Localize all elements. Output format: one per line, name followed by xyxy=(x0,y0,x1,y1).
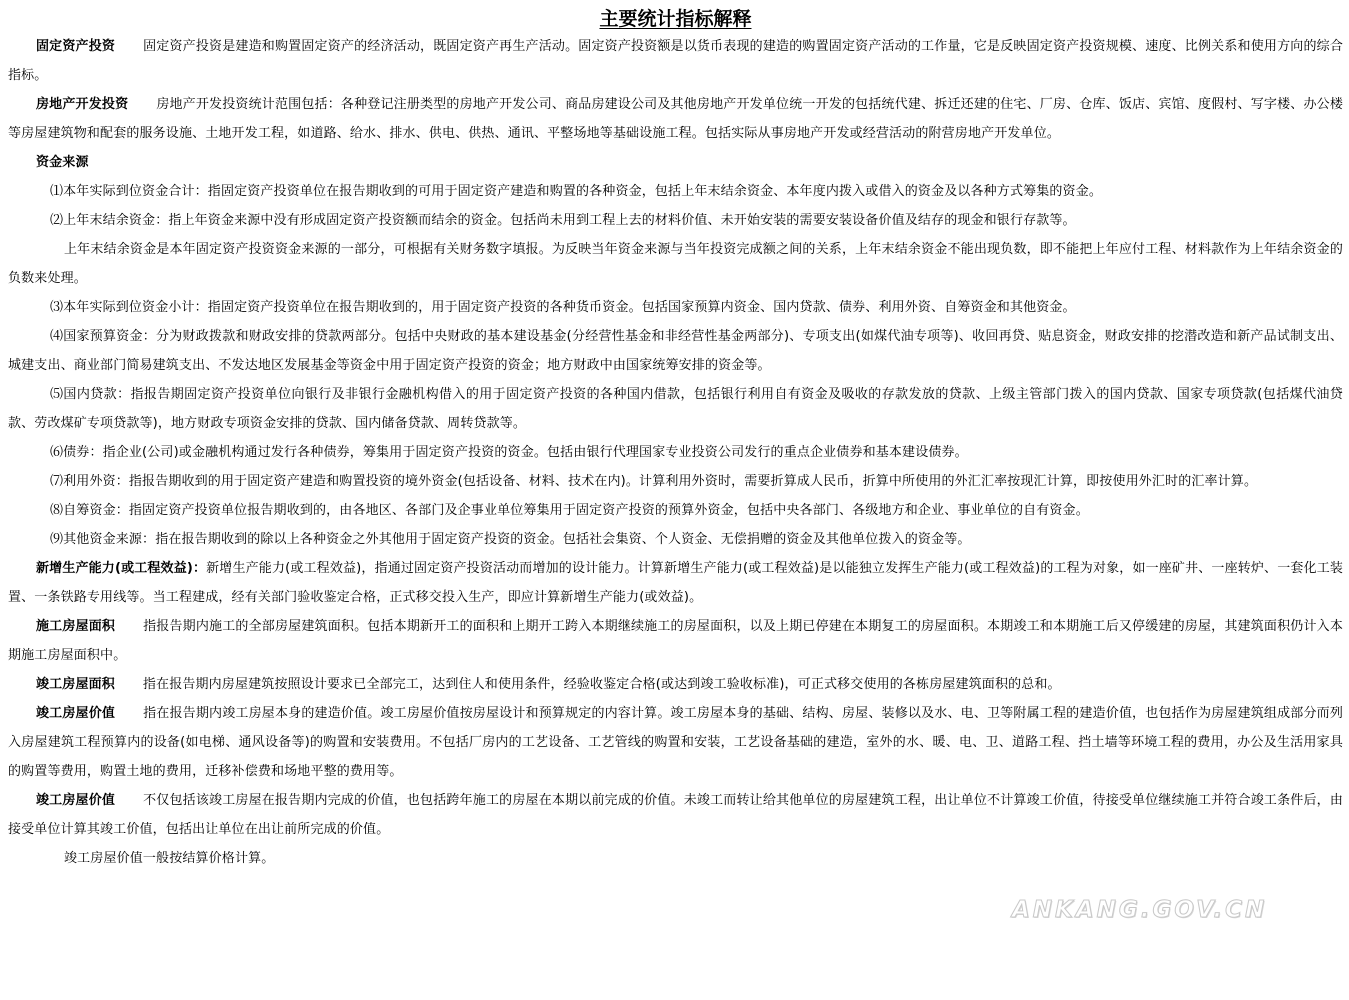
definition-construction-area: 指报告期内施工的全部房屋建筑面积。包括本期新开工的面积和上期开工跨入本期继续施工的房屋面积，以及上期已停建在本期复工的房屋面积。本期竣工和本期施工后又停缓建的房屋，其建筑面积仍计入本期施工房屋面积中。 xyxy=(8,619,1343,663)
term-real-estate-investment: 房地产开发投资 xyxy=(36,97,129,112)
paragraph-real-estate-investment xyxy=(8,90,1343,148)
funding-item-4: ⑷国家预算资金：分为财政拨款和财政安排的贷款两部分。包括中央财政的基本建设基金(分经营性基金和非经营性基金两部分)、专项支出(如煤代油专项等)、收回再贷、贴息资金，财政安排的挖潜改造和新产品试制支出、城建支出、商业部门简易建筑支出、不发达地区发展基金等资金中用于固定资产投资的资金；地方财政中由国家统筹安排的资金等。 xyxy=(8,329,1343,373)
page-title: 主要统计指标解释 xyxy=(599,8,752,30)
funding-item-3: ⑶本年实际到位资金小计：指固定资产投资单位在报告期收到的，用于固定资产投资的各种货币资金。包括国家预算内资金、国内贷款、债券、利用外资、自筹资金和其他资金。 xyxy=(50,300,1076,315)
paragraph-new-capacity xyxy=(8,554,1343,612)
paragraph-completed-value-scope xyxy=(8,786,1343,844)
funding-item-5: ⑸国内贷款：指报告期固定资产投资单位向银行及非银行金融机构借入的用于固定资产投资的各种国内借款，包括银行利用自有资金及吸收的存款发放的贷款、上级主管部门拨入的国内贷款、国家专项贷款(包括煤代油贷款、劳改煤矿专项贷款等)，地方财政专项资金安排的贷款、国内储备贷款、周转贷款等。 xyxy=(8,387,1343,431)
document-page xyxy=(8,6,1343,873)
paragraph-completed-value xyxy=(8,699,1343,786)
paragraph-fixed-asset-investment xyxy=(8,32,1343,90)
site-watermark: ANKANG.GOV.CN xyxy=(1012,897,1268,923)
definition-completed-value: 指在报告期内竣工房屋本身的建造价值。竣工房屋价值按房屋设计和预算规定的内容计算。竣工房屋本身的基础、结构、房屋、装修以及水、电、卫等附属工程的建造价值，也包括作为房屋建筑组成部分而列入房屋建筑工程预算内的设备(如电梯、通风设备等)的购置和安装费用。不包括厂房内的工艺设备、工艺管线的购置和安装，工艺设备基础的建造，室外的水、暖、电、卫、道路工程、挡土墙等环境工程的费用，办公及生活用家具的购置等费用，购置土地的费用，迁移补偿费和场地平整的费用等。 xyxy=(8,706,1343,779)
heading-funding-sources: 资金来源 xyxy=(36,155,89,170)
term-fixed-asset-investment: 固定资产投资 xyxy=(36,39,116,54)
funding-item-6: ⑹债券：指企业(公司)或金融机构通过发行各种债券，筹集用于固定资产投资的资金。包括由银行代理国家专业投资公司发行的重点企业债券和基本建设债券。 xyxy=(50,445,968,460)
term-completed-value: 竣工房屋价值 xyxy=(36,706,116,721)
paragraph-construction-area xyxy=(8,612,1343,670)
funding-item-1: ⑴本年实际到位资金合计：指固定资产投资单位在报告期收到的可用于固定资产建造和购置的各种资金，包括上年末结余资金、本年度内拨入或借入的资金及以各种方式筹集的资金。 xyxy=(50,184,1103,199)
definition-completed-area: 指在报告期内房屋建筑按照设计要求已全部完工，达到住人和使用条件，经验收鉴定合格(或达到竣工验收标准)，可正式移交使用的各栋房屋建筑面积的总和。 xyxy=(142,677,1061,692)
term-new-capacity: 新增生产能力(或工程效益)： xyxy=(36,561,207,576)
funding-item-7: ⑺利用外资：指报告期收到的用于固定资产建造和购置投资的境外资金(包括设备、材料、技术在内)。计算利用外资时，需要折算成人民币，折算中所使用的外汇汇率按现汇计算，即按使用外汇时的汇率计算。 xyxy=(50,474,1258,489)
funding-item-9: ⑼其他资金来源：指在报告期收到的除以上各种资金之外其他用于固定资产投资的资金。包括社会集资、个人资金、无偿捐赠的资金及其他单位拨入的资金等。 xyxy=(50,532,971,547)
closing-note: 竣工房屋价值一般按结算价格计算。 xyxy=(64,851,275,866)
term-construction-area: 施工房屋面积 xyxy=(36,619,116,634)
paragraph-completed-area xyxy=(8,670,1343,699)
term-completed-value-scope: 竣工房屋价值 xyxy=(36,793,116,808)
definition-completed-value-scope: 不仅包括该竣工房屋在报告期内完成的价值，也包括跨年施工的房屋在本期以前完成的价值。未竣工而转让给其他单位的房屋建筑工程，出让单位不计算竣工价值，待接受单位继续施工并符合竣工条件后，由接受单位计算其竣工价值，包括出让单位在出让前所完成的价值。 xyxy=(8,793,1343,837)
definition-new-capacity: 新增生产能力(或工程效益)，指通过固定资产投资活动而增加的设计能力。计算新增生产能力(或工程效益)是以能独立发挥生产能力(或工程效益)的工程为对象，如一座矿井、一座转炉、一套化工装置、一条铁路专用线等。当工程建成，经有关部门验收鉴定合格，正式移交投入生产，即应计算新增生产能力(或效益)。 xyxy=(8,561,1344,605)
term-completed-area: 竣工房屋面积 xyxy=(36,677,115,692)
funding-item-8: ⑻自筹资金：指固定资产投资单位报告期收到的，由各地区、各部门及企事业单位筹集用于固定资产投资的预算外资金，包括中央各部门、各级地方和企业、事业单位的自有资金。 xyxy=(50,503,1089,518)
funding-item-2: ⑵上年末结余资金：指上年资金来源中没有形成固定资产投资额而结余的资金。包括尚未用到工程上去的材料价值、未开始安装的需要安装设备价值及结存的现金和银行存款等。 xyxy=(50,213,1076,228)
definition-real-estate-investment: 房地产开发投资统计范围包括：各种登记注册类型的房地产开发公司、商品房建设公司及其他房地产开发单位统一开发的包括统代建、拆迁还建的住宅、厂房、仓库、饭店、宾馆、度假村、写字楼、办公楼等房屋建筑物和配套的服务设施、土地开发工程，如道路、给水、排水、供电、供热、通讯、平整场地等基础设施工程。包括实际从事房地产开发或经营活动的附营房地产开发单位。 xyxy=(8,97,1343,141)
definition-fixed-asset-investment: 固定资产投资是建造和购置固定资产的经济活动，既固定资产再生产活动。固定资产投资额是以货币表现的建造的购置固定资产活动的工作量，它是反映固定资产投资规模、速度、比例关系和使用方向的综合指标。 xyxy=(8,39,1343,83)
funding-item-2-note: 上年末结余资金是本年固定资产投资资金来源的一部分，可根据有关财务数字填报。为反映当年资金来源与当年投资完成额之间的关系，上年末结余资金不能出现负数，即不能把上年应付工程、材料款作为上年结余资金的负数来处理。 xyxy=(8,242,1343,286)
